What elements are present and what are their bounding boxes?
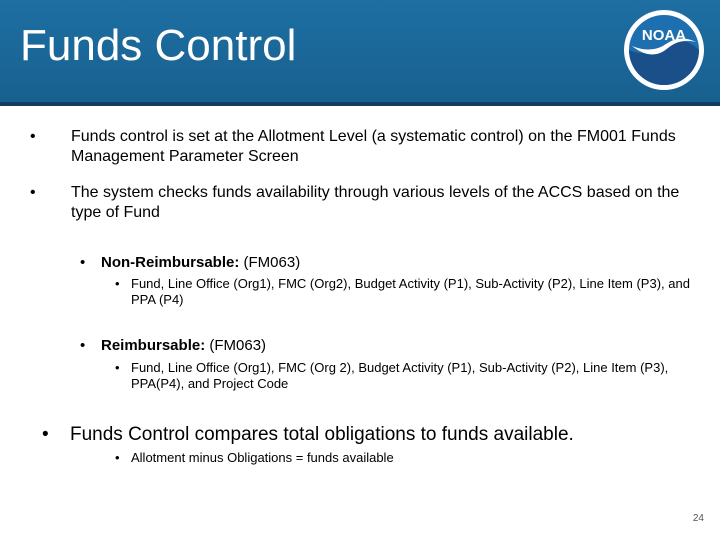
bullet-dot: • (80, 337, 86, 354)
bullet-text: Fund, Line Office (Org1), FMC (Org 2), Budget Activity (P1), Sub-Activity (P2), Line Item (P3), PPA(P4), and Project Code (131, 360, 669, 391)
bullet-dot: • (42, 424, 49, 445)
bullet-text: The system checks funds availability through various levels of the ACCS based on the type of Fund (71, 184, 680, 221)
reimbursable-code: (FM063) (205, 337, 267, 354)
bullet-text: Funds control is set at the Allotment Level (a systematic control) on the FM001 Funds Management Parameter Screen (71, 128, 676, 165)
bullet-dot: • (80, 254, 86, 271)
title-underline (0, 102, 720, 106)
bullet-dot: • (115, 360, 120, 375)
title-bar (0, 0, 720, 102)
bullet-dot: • (30, 128, 36, 145)
noaa-logo-icon (622, 8, 706, 92)
reimbursable-label: Reimbursable: (101, 337, 206, 354)
bullet-dot: • (115, 450, 120, 465)
bullet-text: Fund, Line Office (Org1), FMC (Org2), Budget Activity (P1), Sub-Activity (P2), Line Item (P3), and PPA (P4) (131, 276, 690, 307)
bullet-dot: • (30, 184, 36, 201)
non-reimbursable-code: (FM063) (239, 254, 301, 271)
page-number: 24 (692, 513, 704, 524)
logo-text: NOAA (641, 27, 687, 44)
slide-title: Funds Control (20, 21, 297, 70)
bullet-dot: • (115, 276, 120, 291)
bullet-text: Funds Control compares total obligations to funds available. (70, 424, 574, 445)
non-reimbursable-label: Non-Reimbursable: (101, 254, 240, 271)
bullet-text: Allotment minus Obligations = funds available (131, 450, 394, 465)
